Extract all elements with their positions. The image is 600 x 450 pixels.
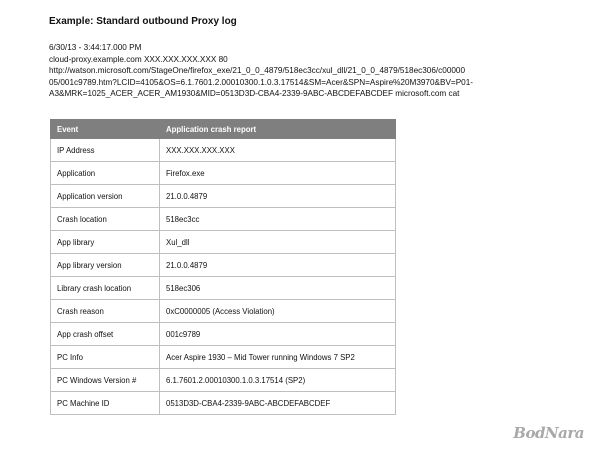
column-header-report: Application crash report bbox=[160, 120, 396, 139]
value-cell: 001c9789 bbox=[160, 323, 396, 346]
event-cell: PC Machine ID bbox=[51, 392, 160, 415]
column-header-event: Event bbox=[51, 120, 160, 139]
event-cell: App library bbox=[51, 231, 160, 254]
event-cell: App library version bbox=[51, 254, 160, 277]
value-cell: 518ec3cc bbox=[160, 208, 396, 231]
table-row bbox=[51, 185, 396, 208]
table-row bbox=[51, 208, 396, 231]
event-cell: App crash offset bbox=[51, 323, 160, 346]
value-cell: 0513D3D-CBA4-2339-9ABC-ABCDEFABCDEF bbox=[160, 392, 396, 415]
value-cell: Firefox.exe bbox=[160, 162, 396, 185]
value-cell: 6.1.7601.2.00010300.1.0.3.17514 (SP2) bbox=[160, 369, 396, 392]
value-cell: 21.0.0.4879 bbox=[160, 185, 396, 208]
table-row bbox=[51, 323, 396, 346]
event-cell: Application version bbox=[51, 185, 160, 208]
log-url-line-3: A3&MRK=1025_ACER_ACER_AM1930&MID=0513D3D-CBA4-2339-9ABC-ABCDEFABCDEF microsoft.com cat bbox=[49, 89, 460, 99]
value-cell: 0xC0000005 (Access Violation) bbox=[160, 300, 396, 323]
crash-report-table bbox=[50, 119, 396, 415]
table-row bbox=[51, 254, 396, 277]
event-cell: IP Address bbox=[51, 139, 160, 162]
value-cell: Xul_dll bbox=[160, 231, 396, 254]
page-heading: Example: Standard outbound Proxy log bbox=[49, 16, 237, 27]
table-row bbox=[51, 369, 396, 392]
log-proxy-host: cloud-proxy.example.com XXX.XXX.XXX.XXX 80 bbox=[49, 54, 228, 64]
table-row bbox=[51, 392, 396, 415]
proxy-log-entry bbox=[49, 42, 559, 100]
event-cell: Library crash location bbox=[51, 277, 160, 300]
value-cell: 518ec306 bbox=[160, 277, 396, 300]
table-row bbox=[51, 162, 396, 185]
table-row bbox=[51, 300, 396, 323]
event-cell: PC Windows Version # bbox=[51, 369, 160, 392]
event-cell: PC Info bbox=[51, 346, 160, 369]
event-cell: Crash location bbox=[51, 208, 160, 231]
log-url-line-1: http://watson.microsoft.com/StageOne/firefox_exe/21_0_0_4879/518ec3cc/xul_dll/21_0_0_4879/518ec306/c00000 bbox=[49, 66, 466, 76]
table-row bbox=[51, 277, 396, 300]
log-url-line-2: 05/001c9789.htm?LCID=4105&OS=6.1.7601.2.00010300.1.0.3.17514&SM=Acer&SPN=Aspire%20M3970&BV=P01- bbox=[49, 77, 473, 87]
table-row bbox=[51, 346, 396, 369]
table-row bbox=[51, 139, 396, 162]
log-timestamp: 6/30/13 - 3:44:17.000 PM bbox=[49, 43, 142, 52]
value-cell: XXX.XXX.XXX.XXX bbox=[160, 139, 396, 162]
event-cell: Application bbox=[51, 162, 160, 185]
value-cell: 21.0.0.4879 bbox=[160, 254, 396, 277]
table-row bbox=[51, 231, 396, 254]
event-cell: Crash reason bbox=[51, 300, 160, 323]
value-cell: Acer Aspire 1930 – Mid Tower running Windows 7 SP2 bbox=[160, 346, 396, 369]
bodnara-watermark: BodNara bbox=[513, 424, 584, 442]
table-header-row bbox=[51, 120, 396, 139]
